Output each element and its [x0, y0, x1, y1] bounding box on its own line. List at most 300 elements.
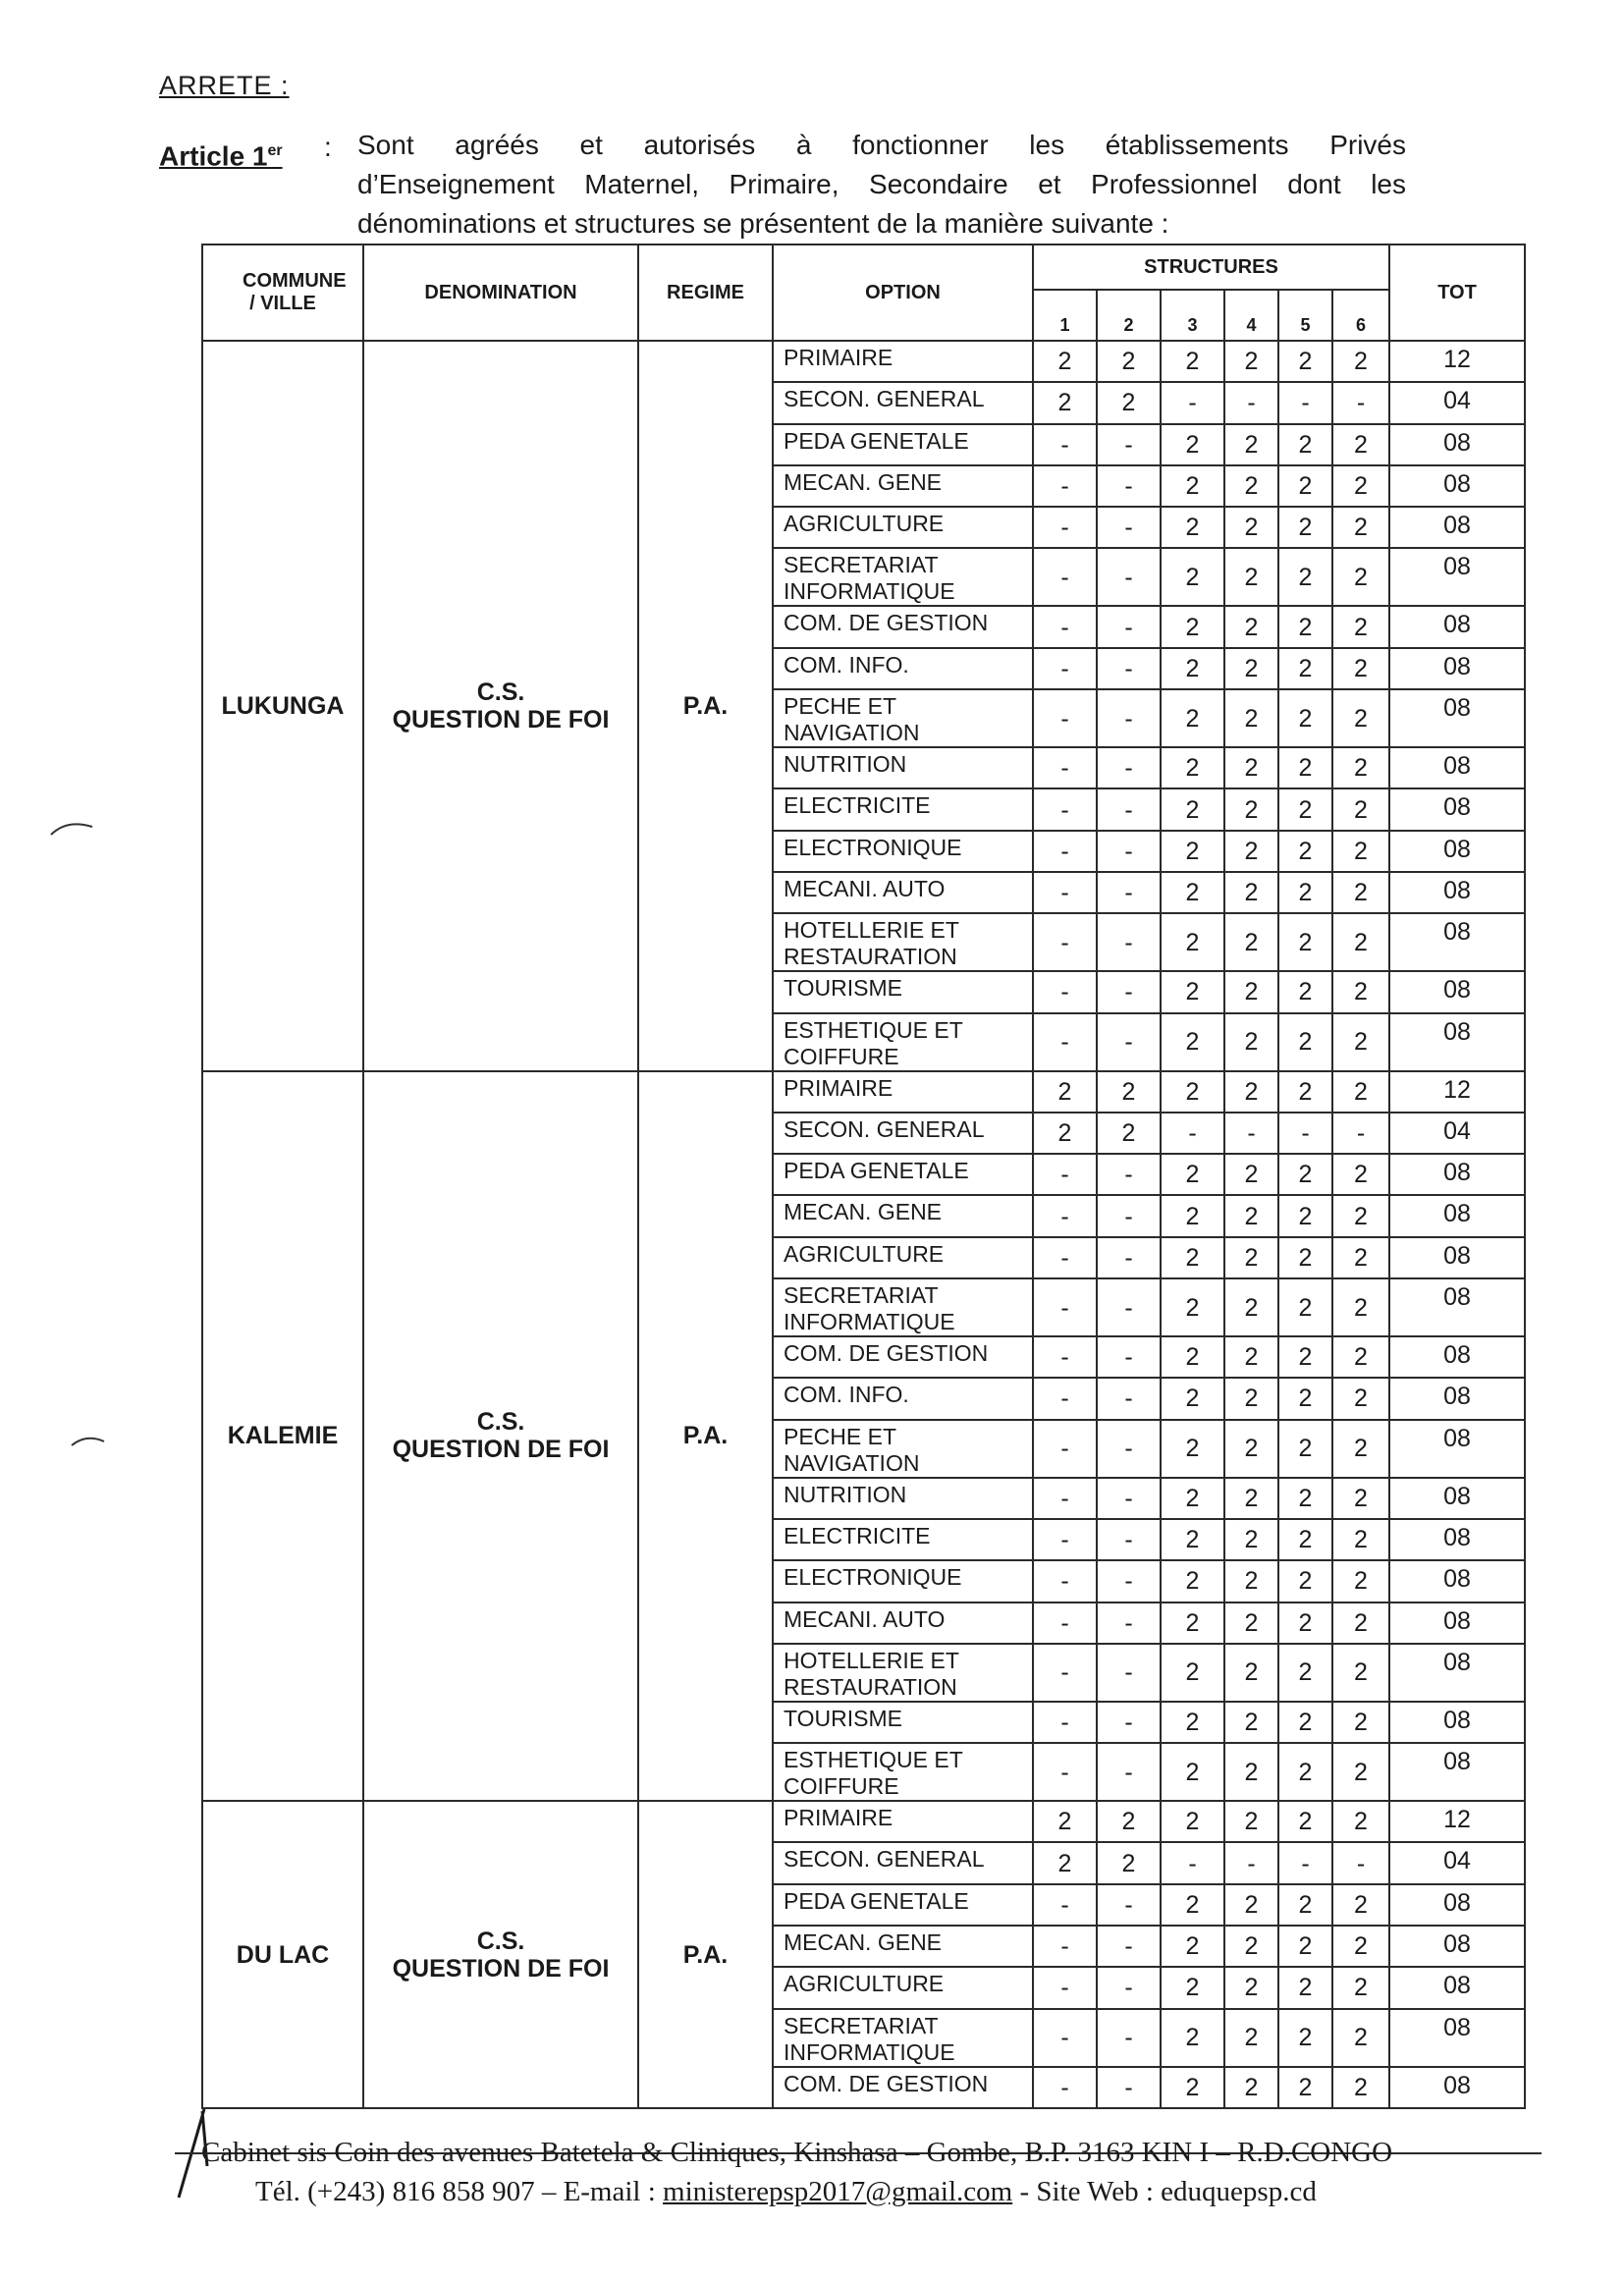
total-cell: 08 [1389, 1743, 1525, 1801]
structure-value-year-6: 2 [1332, 1278, 1389, 1336]
option-cell: MECANI. AUTO [773, 872, 1033, 913]
structure-value-year-5: 2 [1278, 1560, 1332, 1602]
option-cell: HOTELLERIE ET RESTAURATION [773, 1644, 1033, 1702]
structure-value-year-5: 2 [1278, 1602, 1332, 1644]
structure-value-year-6: - [1332, 1113, 1389, 1154]
structure-value-year-3: 2 [1161, 831, 1224, 872]
total-cell: 08 [1389, 548, 1525, 606]
structure-value-year-4: 2 [1224, 1926, 1278, 1967]
denomination-line-2: QUESTION DE FOI [392, 705, 610, 733]
total-cell: 08 [1389, 1278, 1525, 1336]
footer-phone: Tél. (+243) 816 858 907 – E-mail : [255, 2176, 664, 2207]
structure-value-year-6: 2 [1332, 2009, 1389, 2067]
structure-value-year-2: - [1097, 1237, 1161, 1278]
total-cell: 08 [1389, 831, 1525, 872]
structure-value-year-4: 2 [1224, 1702, 1278, 1743]
structure-value-year-2: - [1097, 1644, 1161, 1702]
article-label-sup: er [267, 142, 283, 159]
structure-value-year-1: - [1033, 788, 1097, 830]
table-row [202, 341, 1525, 382]
option-cell: SECRETARIAT INFORMATIQUE [773, 548, 1033, 606]
structure-value-year-3: 2 [1161, 913, 1224, 971]
structure-value-year-5: - [1278, 382, 1332, 423]
total-cell: 08 [1389, 872, 1525, 913]
structure-value-year-2: - [1097, 1195, 1161, 1236]
option-cell: TOURISME [773, 1702, 1033, 1743]
denomination-cell [363, 341, 638, 1071]
structure-value-year-5: 2 [1278, 1967, 1332, 2008]
total-cell: 08 [1389, 1926, 1525, 1967]
option-cell: MECANI. AUTO [773, 1602, 1033, 1644]
total-cell: 08 [1389, 1013, 1525, 1071]
structure-value-year-5: 2 [1278, 1013, 1332, 1071]
structure-value-year-3: 2 [1161, 971, 1224, 1012]
structure-value-year-6: 2 [1332, 747, 1389, 788]
structure-value-year-4: 2 [1224, 1378, 1278, 1419]
total-cell: 08 [1389, 606, 1525, 647]
article-line-2: d’Enseignement Maternel, Primaire, Secondaire et Professionnel dont les [357, 169, 1406, 199]
option-cell: ELECTRICITE [773, 788, 1033, 830]
structure-value-year-6: 2 [1332, 872, 1389, 913]
structure-value-year-4: 2 [1224, 1336, 1278, 1378]
structure-value-year-5: 2 [1278, 831, 1332, 872]
structure-value-year-5: - [1278, 1113, 1332, 1154]
margin-mark [47, 815, 96, 839]
total-cell: 08 [1389, 1154, 1525, 1195]
structure-value-year-1: - [1033, 1926, 1097, 1967]
structure-value-year-2: - [1097, 507, 1161, 548]
structure-value-year-4: 2 [1224, 913, 1278, 971]
structure-value-year-6: 2 [1332, 1743, 1389, 1801]
structure-value-year-2: - [1097, 465, 1161, 507]
option-cell: AGRICULTURE [773, 1237, 1033, 1278]
structure-value-year-5: 2 [1278, 2009, 1332, 2067]
structure-value-year-5: 2 [1278, 648, 1332, 689]
header-year-3: 3 [1161, 290, 1224, 341]
structure-value-year-3: 2 [1161, 1237, 1224, 1278]
structure-value-year-4: 2 [1224, 689, 1278, 747]
denomination-line-1: C.S. [476, 678, 525, 706]
footer-website: - Site Web : eduquepsp.cd [1012, 2176, 1317, 2207]
total-cell: 08 [1389, 1195, 1525, 1236]
structure-value-year-4: 2 [1224, 872, 1278, 913]
structure-value-year-5: 2 [1278, 1801, 1332, 1842]
denomination-line-1: C.S. [476, 1927, 525, 1955]
commune-cell: DU LAC [202, 1801, 363, 2108]
structure-value-year-3: 2 [1161, 1602, 1224, 1644]
structure-value-year-3: 2 [1161, 548, 1224, 606]
structure-value-year-3: 2 [1161, 507, 1224, 548]
total-cell: 08 [1389, 1336, 1525, 1378]
structure-value-year-4: 2 [1224, 831, 1278, 872]
structure-value-year-3: 2 [1161, 1420, 1224, 1478]
structure-value-year-5: 2 [1278, 1195, 1332, 1236]
option-cell: SECON. GENERAL [773, 1842, 1033, 1883]
structure-value-year-3: 2 [1161, 1926, 1224, 1967]
total-cell: 08 [1389, 424, 1525, 465]
structure-value-year-6: 2 [1332, 1926, 1389, 1967]
structure-value-year-2: - [1097, 971, 1161, 1012]
structure-value-year-4: 2 [1224, 2067, 1278, 2108]
structure-value-year-5: 2 [1278, 1071, 1332, 1113]
structure-value-year-1: - [1033, 1013, 1097, 1071]
structure-value-year-5: 2 [1278, 1154, 1332, 1195]
structure-value-year-2: - [1097, 1478, 1161, 1519]
structure-value-year-1: - [1033, 2009, 1097, 2067]
structure-value-year-2: - [1097, 1519, 1161, 1560]
structure-value-year-1: - [1033, 971, 1097, 1012]
structure-value-year-5: 2 [1278, 1478, 1332, 1519]
structure-value-year-1: - [1033, 1644, 1097, 1702]
total-cell: 04 [1389, 382, 1525, 423]
structure-value-year-3: 2 [1161, 872, 1224, 913]
structure-value-year-4: 2 [1224, 1519, 1278, 1560]
structure-value-year-4: 2 [1224, 1743, 1278, 1801]
structure-value-year-4: 2 [1224, 648, 1278, 689]
structure-value-year-6: 2 [1332, 507, 1389, 548]
article-line-1: Sont agréés et autorisés à fonctionner les établissements Privés [357, 130, 1406, 160]
structure-value-year-6: 2 [1332, 2067, 1389, 2108]
option-cell: PECHE ET NAVIGATION [773, 1420, 1033, 1478]
structure-value-year-2: 2 [1097, 382, 1161, 423]
structure-value-year-3: 2 [1161, 747, 1224, 788]
structure-value-year-4: - [1224, 382, 1278, 423]
structure-value-year-3: 2 [1161, 1478, 1224, 1519]
commune-cell: KALEMIE [202, 1071, 363, 1802]
option-cell: COM. DE GESTION [773, 1336, 1033, 1378]
structure-value-year-5: 2 [1278, 548, 1332, 606]
structure-value-year-6: 2 [1332, 971, 1389, 1012]
structure-value-year-6: 2 [1332, 1519, 1389, 1560]
regime-cell: P.A. [638, 1801, 773, 2108]
structure-value-year-4: 2 [1224, 1278, 1278, 1336]
structure-value-year-2: - [1097, 1884, 1161, 1926]
structure-value-year-1: - [1033, 689, 1097, 747]
option-cell: PRIMAIRE [773, 1071, 1033, 1113]
structure-value-year-6: 2 [1332, 689, 1389, 747]
structure-value-year-5: 2 [1278, 1378, 1332, 1419]
structure-value-year-4: 2 [1224, 971, 1278, 1012]
structure-value-year-6: 2 [1332, 1602, 1389, 1644]
structure-value-year-1: - [1033, 507, 1097, 548]
regime-cell: P.A. [638, 341, 773, 1071]
structure-value-year-3: 2 [1161, 2067, 1224, 2108]
structure-value-year-3: 2 [1161, 1560, 1224, 1602]
total-cell: 08 [1389, 465, 1525, 507]
option-cell: PRIMAIRE [773, 341, 1033, 382]
structure-value-year-2: - [1097, 747, 1161, 788]
structure-value-year-1: - [1033, 913, 1097, 971]
total-cell: 08 [1389, 1560, 1525, 1602]
total-cell: 08 [1389, 788, 1525, 830]
structure-value-year-5: 2 [1278, 1926, 1332, 1967]
structure-value-year-3: 2 [1161, 1743, 1224, 1801]
article-line-3: dénominations et structures se présentent de la manière suivante : [357, 208, 1169, 239]
option-cell: PECHE ET NAVIGATION [773, 689, 1033, 747]
structure-value-year-2: - [1097, 1420, 1161, 1478]
footer [201, 2133, 1576, 2211]
structure-value-year-3: 2 [1161, 1644, 1224, 1702]
structure-value-year-1: - [1033, 1967, 1097, 2008]
structure-value-year-2: 2 [1097, 341, 1161, 382]
structure-value-year-6: 2 [1332, 1884, 1389, 1926]
structure-value-year-3: 2 [1161, 1967, 1224, 2008]
structure-value-year-6: 2 [1332, 831, 1389, 872]
total-cell: 08 [1389, 1478, 1525, 1519]
option-cell: COM. INFO. [773, 648, 1033, 689]
table-body [202, 341, 1525, 2108]
option-cell: SECRETARIAT INFORMATIQUE [773, 2009, 1033, 2067]
structure-value-year-1: - [1033, 1519, 1097, 1560]
structure-value-year-4: 2 [1224, 424, 1278, 465]
structure-value-year-4: 2 [1224, 1602, 1278, 1644]
structure-value-year-3: 2 [1161, 341, 1224, 382]
denomination-line-2: QUESTION DE FOI [392, 1436, 610, 1464]
header-structures: STRUCTURES [1033, 244, 1389, 290]
total-cell: 08 [1389, 1967, 1525, 2008]
footer-contact [201, 2172, 1576, 2211]
structure-value-year-1: - [1033, 1702, 1097, 1743]
structures-table [201, 244, 1526, 2109]
structure-value-year-5: 2 [1278, 913, 1332, 971]
structure-value-year-5: 2 [1278, 2067, 1332, 2108]
structure-value-year-6: - [1332, 382, 1389, 423]
structure-value-year-2: 2 [1097, 1842, 1161, 1883]
structure-value-year-4: 2 [1224, 1420, 1278, 1478]
structure-value-year-1: 2 [1033, 1113, 1097, 1154]
structure-value-year-4: 2 [1224, 747, 1278, 788]
structure-value-year-4: 2 [1224, 1195, 1278, 1236]
structure-value-year-6: 2 [1332, 1801, 1389, 1842]
denomination-cell [363, 1071, 638, 1802]
total-cell: 08 [1389, 971, 1525, 1012]
header-year-5: 5 [1278, 290, 1332, 341]
structure-value-year-2: 2 [1097, 1071, 1161, 1113]
option-cell: PEDA GENETALE [773, 1884, 1033, 1926]
structure-value-year-6: 2 [1332, 1644, 1389, 1702]
structure-value-year-5: 2 [1278, 788, 1332, 830]
total-cell: 04 [1389, 1842, 1525, 1883]
structure-value-year-1: - [1033, 747, 1097, 788]
option-cell: MECAN. GENE [773, 1926, 1033, 1967]
structure-value-year-6: 2 [1332, 1702, 1389, 1743]
structure-value-year-4: 2 [1224, 1013, 1278, 1071]
article-colon: : [324, 132, 332, 162]
structure-value-year-6: 2 [1332, 1195, 1389, 1236]
structure-value-year-6: 2 [1332, 341, 1389, 382]
header-year-1: 1 [1033, 290, 1097, 341]
option-cell: ESTHETIQUE ET COIFFURE [773, 1013, 1033, 1071]
structure-value-year-1: - [1033, 1420, 1097, 1478]
structure-value-year-1: - [1033, 1478, 1097, 1519]
structure-value-year-5: 2 [1278, 1702, 1332, 1743]
structure-value-year-1: - [1033, 548, 1097, 606]
structure-value-year-2: - [1097, 1560, 1161, 1602]
structure-value-year-6: 2 [1332, 1378, 1389, 1419]
structure-value-year-3: 2 [1161, 1154, 1224, 1195]
structure-value-year-4: 2 [1224, 1560, 1278, 1602]
header-tot: TOT [1389, 244, 1525, 341]
structure-value-year-1: - [1033, 1378, 1097, 1419]
header-year-4: 4 [1224, 290, 1278, 341]
structure-value-year-6: 2 [1332, 465, 1389, 507]
structure-value-year-2: - [1097, 1013, 1161, 1071]
structure-value-year-1: - [1033, 1743, 1097, 1801]
structure-value-year-2: - [1097, 648, 1161, 689]
structure-value-year-6: 2 [1332, 1237, 1389, 1278]
structure-value-year-1: 2 [1033, 1071, 1097, 1113]
option-cell: AGRICULTURE [773, 1967, 1033, 2008]
structure-value-year-2: 2 [1097, 1113, 1161, 1154]
structure-value-year-4: 2 [1224, 507, 1278, 548]
structure-value-year-3: 2 [1161, 1013, 1224, 1071]
structure-value-year-4: 2 [1224, 788, 1278, 830]
structure-value-year-3: - [1161, 382, 1224, 423]
structure-value-year-3: 2 [1161, 1336, 1224, 1378]
structure-value-year-6: 2 [1332, 548, 1389, 606]
option-cell: MECAN. GENE [773, 465, 1033, 507]
total-cell: 08 [1389, 507, 1525, 548]
structure-value-year-2: - [1097, 1602, 1161, 1644]
structure-value-year-6: 2 [1332, 1478, 1389, 1519]
structure-value-year-3: 2 [1161, 689, 1224, 747]
structure-value-year-6: 2 [1332, 913, 1389, 971]
structure-value-year-5: 2 [1278, 465, 1332, 507]
margin-mark [69, 1432, 108, 1449]
denomination-line-2: QUESTION DE FOI [392, 1954, 610, 1982]
option-cell: COM. INFO. [773, 1378, 1033, 1419]
structure-value-year-3: 2 [1161, 1278, 1224, 1336]
structure-value-year-2: - [1097, 1378, 1161, 1419]
total-cell: 08 [1389, 689, 1525, 747]
header-regime: REGIME [638, 244, 773, 341]
structure-value-year-4: 2 [1224, 1154, 1278, 1195]
denomination-line-1: C.S. [476, 1408, 525, 1437]
structure-value-year-5: 2 [1278, 424, 1332, 465]
header-option: OPTION [773, 244, 1033, 341]
structure-value-year-6: 2 [1332, 424, 1389, 465]
structure-value-year-6: 2 [1332, 788, 1389, 830]
structure-value-year-3: 2 [1161, 1519, 1224, 1560]
structure-value-year-5: 2 [1278, 606, 1332, 647]
structure-value-year-5: - [1278, 1842, 1332, 1883]
structure-value-year-1: - [1033, 1560, 1097, 1602]
article-label-text: Article 1 [159, 140, 268, 172]
structure-value-year-1: 2 [1033, 341, 1097, 382]
option-cell: SECON. GENERAL [773, 1113, 1033, 1154]
structure-value-year-3: 2 [1161, 1884, 1224, 1926]
option-cell: PEDA GENETALE [773, 424, 1033, 465]
option-cell: PRIMAIRE [773, 1801, 1033, 1842]
total-cell: 08 [1389, 648, 1525, 689]
structure-value-year-2: - [1097, 1926, 1161, 1967]
denomination-cell [363, 1801, 638, 2108]
structure-value-year-6: 2 [1332, 1420, 1389, 1478]
structure-value-year-4: 2 [1224, 548, 1278, 606]
structure-value-year-2: - [1097, 1702, 1161, 1743]
structure-value-year-4: - [1224, 1113, 1278, 1154]
structure-value-year-2: - [1097, 872, 1161, 913]
structure-value-year-4: 2 [1224, 1644, 1278, 1702]
structure-value-year-1: - [1033, 1195, 1097, 1236]
structure-value-year-2: - [1097, 1154, 1161, 1195]
structure-value-year-3: 2 [1161, 788, 1224, 830]
structure-value-year-5: 2 [1278, 1237, 1332, 1278]
structure-value-year-3: 2 [1161, 465, 1224, 507]
structure-value-year-2: - [1097, 788, 1161, 830]
structure-value-year-1: 2 [1033, 382, 1097, 423]
structure-value-year-4: 2 [1224, 1884, 1278, 1926]
structure-value-year-1: - [1033, 1602, 1097, 1644]
option-cell: SECON. GENERAL [773, 382, 1033, 423]
footer-email-link[interactable]: ministerepsp2017@gmail.com [663, 2176, 1013, 2207]
structure-value-year-5: 2 [1278, 971, 1332, 1012]
structure-value-year-2: - [1097, 606, 1161, 647]
structure-value-year-1: - [1033, 1278, 1097, 1336]
total-cell: 08 [1389, 1702, 1525, 1743]
total-cell: 08 [1389, 1519, 1525, 1560]
structure-value-year-6: 2 [1332, 648, 1389, 689]
option-cell: ELECTRONIQUE [773, 831, 1033, 872]
structure-value-year-3: 2 [1161, 424, 1224, 465]
structure-value-year-1: - [1033, 648, 1097, 689]
total-cell: 08 [1389, 1884, 1525, 1926]
total-cell: 08 [1389, 1378, 1525, 1419]
structure-value-year-2: - [1097, 1336, 1161, 1378]
total-cell: 08 [1389, 2067, 1525, 2108]
structure-value-year-6: - [1332, 1842, 1389, 1883]
structure-value-year-1: 2 [1033, 1801, 1097, 1842]
article-label [159, 132, 283, 176]
option-cell: COM. DE GESTION [773, 606, 1033, 647]
structure-value-year-1: - [1033, 606, 1097, 647]
total-cell: 12 [1389, 341, 1525, 382]
structure-value-year-5: 2 [1278, 747, 1332, 788]
structure-value-year-2: 2 [1097, 1801, 1161, 1842]
structure-value-year-2: - [1097, 913, 1161, 971]
structure-value-year-4: 2 [1224, 465, 1278, 507]
structure-value-year-4: 2 [1224, 1478, 1278, 1519]
structure-value-year-2: - [1097, 2009, 1161, 2067]
structure-value-year-2: - [1097, 1278, 1161, 1336]
structure-value-year-3: 2 [1161, 1801, 1224, 1842]
structure-value-year-3: 2 [1161, 606, 1224, 647]
structure-value-year-3: - [1161, 1842, 1224, 1883]
total-cell: 08 [1389, 1644, 1525, 1702]
structure-value-year-5: 2 [1278, 507, 1332, 548]
total-cell: 08 [1389, 2009, 1525, 2067]
header-commune: COMMUNE / VILLE [202, 244, 363, 341]
structure-value-year-5: 2 [1278, 689, 1332, 747]
structure-value-year-1: - [1033, 831, 1097, 872]
structure-value-year-6: 2 [1332, 606, 1389, 647]
structure-value-year-5: 2 [1278, 872, 1332, 913]
structure-value-year-4: 2 [1224, 606, 1278, 647]
structure-value-year-6: 2 [1332, 1336, 1389, 1378]
option-cell: PEDA GENETALE [773, 1154, 1033, 1195]
option-cell: HOTELLERIE ET RESTAURATION [773, 913, 1033, 971]
article-text [357, 126, 1406, 244]
structure-value-year-1: - [1033, 424, 1097, 465]
option-cell: ELECTRICITE [773, 1519, 1033, 1560]
structure-value-year-2: - [1097, 1967, 1161, 2008]
option-cell: AGRICULTURE [773, 507, 1033, 548]
option-cell: NUTRITION [773, 747, 1033, 788]
total-cell: 12 [1389, 1071, 1525, 1113]
structure-value-year-1: 2 [1033, 1842, 1097, 1883]
option-cell: SECRETARIAT INFORMATIQUE [773, 1278, 1033, 1336]
structure-value-year-3: 2 [1161, 2009, 1224, 2067]
